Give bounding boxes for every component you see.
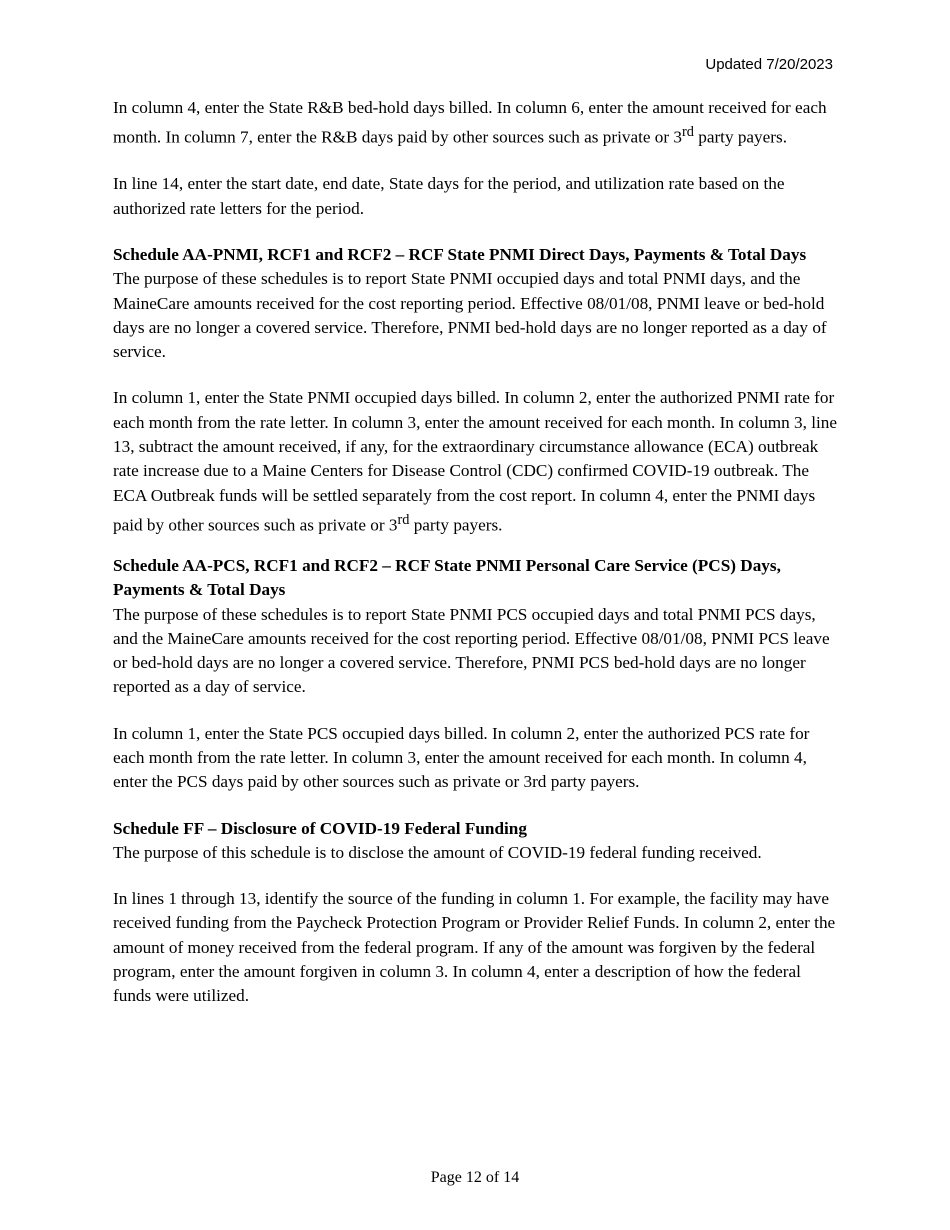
- paragraph-text: party payers.: [693, 128, 787, 148]
- superscript: rd: [397, 511, 410, 528]
- document-body: [113, 96, 838, 1009]
- paragraph-line-14: In line 14, enter the start date, end date, State days for the period, and utilization rate based on the authorized rate letters for the period.: [113, 174, 785, 218]
- heading-schedule-ff: Schedule FF – Disclosure of COVID-19 Federal Funding: [113, 818, 527, 838]
- paragraph-rb-bed-hold: [113, 96, 838, 150]
- paragraph-text: party payers.: [409, 515, 503, 535]
- paragraph-pnmi-purpose: The purpose of these schedules is to report State PNMI occupied days and total PNMI days, and the MaineCare amounts received for the cost reporting period. Effective 08/01/08, PNMI leave or bed-hold days are no longer a covered service. Therefore, PNMI bed-hold days are no longer reported as a day of service.: [113, 269, 827, 362]
- superscript: rd: [681, 124, 694, 141]
- paragraph-text: In column 4, enter the State R&B bed-hold days billed. In column 6, enter the amount received for each month. In column 7, enter the R&B days paid by other sources such as private or 3: [113, 98, 827, 148]
- paragraph-text: In column 1, enter the State PNMI occupied days billed. In column 2, enter the authorized PNMI rate for each month from the rate letter. In column 3, enter the amount received for each month. In column 3, line 13, subtract the amount received, if any, for the extraordinary circumstance allowance (ECA) outbreak rate increase due to a Maine Centers for Disease Control (CDC) confirmed COVID-19 outbreak. The ECA Outbreak funds will be settled separately from the cost report. In column 4, enter the PNMI days paid by other sources such as private or 3: [113, 388, 838, 535]
- paragraph-pcs-columns: In column 1, enter the State PCS occupied days billed. In column 2, enter the authorized PCS rate for each month from the rate letter. In column 3, enter the amount received for each month. In column 4, enter the PCS days paid by other sources such as private or 3rd party payers.: [113, 723, 810, 792]
- updated-date: Updated 7/20/2023: [705, 56, 833, 73]
- paragraph-ff-purpose: The purpose of this schedule is to disclose the amount of COVID-19 federal funding received.: [113, 842, 762, 862]
- paragraph-ff-lines: In lines 1 through 13, identify the source of the funding in column 1. For example, the facility may have received funding from the Paycheck Protection Program or Provider Relief Funds. In column 2, enter the amount of money received from the federal program. If any of the amount was forgiven by the federal program, enter the amount forgiven in column 3. In column 4, enter a description of how the federal funds were utilized.: [113, 889, 836, 1006]
- heading-schedule-aa-pnmi: Schedule AA-PNMI, RCF1 and RCF2 – RCF State PNMI Direct Days, Payments & Total Days: [113, 244, 807, 264]
- heading-schedule-aa-pcs: Schedule AA-PCS, RCF1 and RCF2 – RCF State PNMI Personal Care Service (PCS) Days, Payments & Total Days: [113, 555, 781, 600]
- paragraph-pnmi-columns: [113, 386, 838, 538]
- paragraph-pcs-purpose: The purpose of these schedules is to report State PNMI PCS occupied days and total PNMI PCS days, and the MaineCare amounts received for the cost reporting period. Effective 08/01/08, PNMI PCS leave or bed-hold days are no longer a covered service. Therefore, PNMI PCS bed-hold days are no longer reported as a day of service.: [113, 604, 830, 697]
- page-number: Page 12 of 14: [430, 1169, 520, 1186]
